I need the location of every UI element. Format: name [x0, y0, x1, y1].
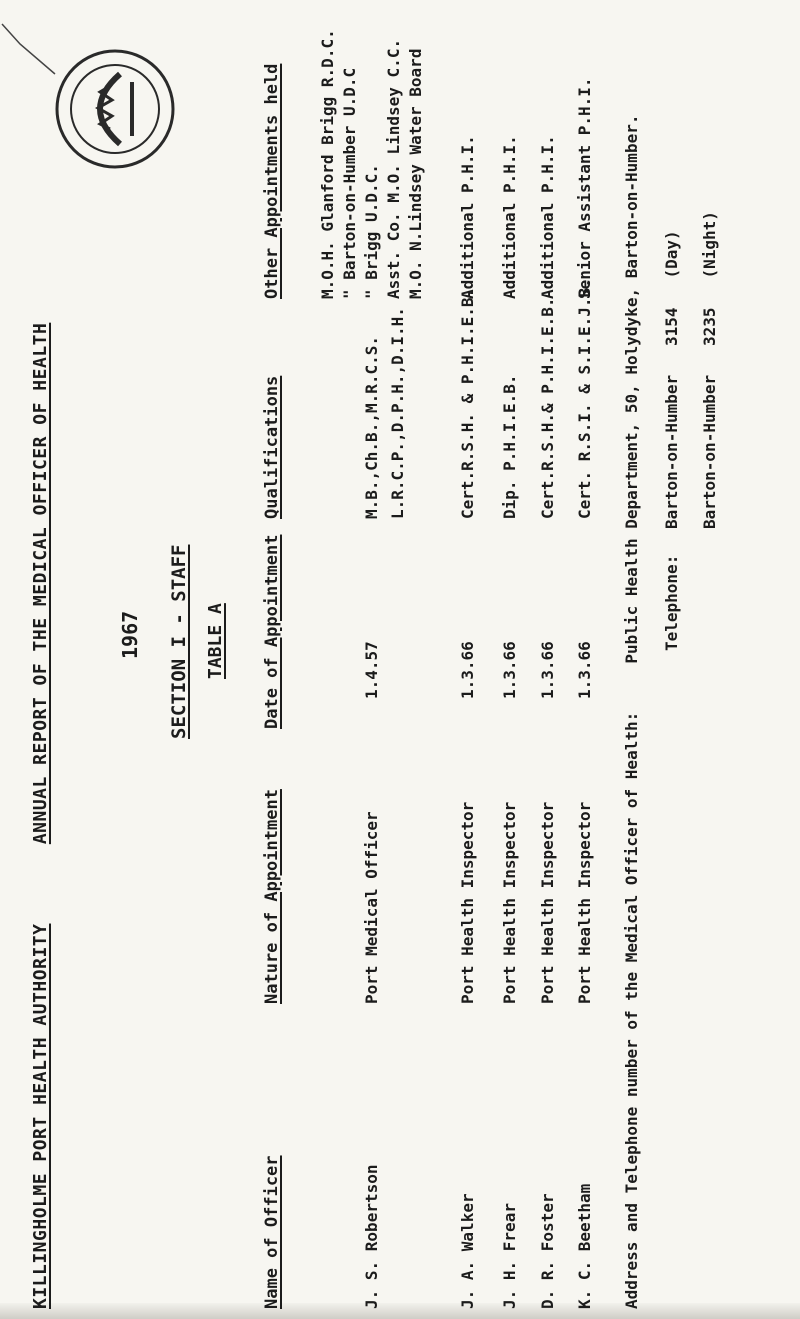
telephone-day-note: (Day) [662, 230, 681, 279]
qualification-line: L.R.C.P.,D.P.H.,D.I.H. [388, 307, 407, 519]
appointment-nature: Port Medical Officer [362, 811, 381, 1004]
other-appointment-line: Additional P.H.I. [458, 135, 477, 299]
authority-title: KILLINGHOLME PORT HEALTH AUTHORITY [30, 923, 51, 1309]
library-stamp-icon [50, 44, 180, 174]
appointment-date: 1.3.66 [458, 641, 477, 699]
telephone-label: Telephone: [662, 554, 681, 651]
appointment-nature: Port Health Inspector [458, 801, 477, 1004]
scan-edge-shadow [0, 1303, 800, 1319]
telephone-night-line [700, 211, 719, 529]
column-header-qualifications: Qualifications [262, 375, 282, 519]
pencil-mark-icon [0, 19, 60, 79]
telephone-night-number: 3235 [700, 307, 719, 346]
appointment-nature: Port Health Inspector [575, 801, 594, 1004]
appointment-date: 1.3.66 [575, 641, 594, 699]
address-text: Public Health Department, 50, Holydyke, Barton-on-Humber. [622, 114, 641, 664]
section-title: SECTION I - STAFF [168, 544, 190, 739]
officer-name: J. S. Robertson [362, 1164, 381, 1309]
qualification-line: Cert.R.S.H.& P.H.I.E.B. [538, 297, 557, 519]
address-line [622, 115, 641, 1309]
other-appointment-line: Asst. Co. M.O. Lindsey C.C. [384, 38, 403, 299]
appointment-date: 1.4.57 [362, 641, 381, 699]
other-appointment-line: Additional P.H.I. [538, 135, 557, 299]
column-header-nature: Nature of Appointment [262, 789, 282, 1004]
appointment-nature: Port Health Inspector [500, 801, 519, 1004]
column-header-other: Other Appointments held [262, 63, 282, 299]
report-year: 1967 [118, 610, 142, 659]
other-appointment-line: Senior Assistant P.H.I. [575, 77, 594, 299]
officer-name: J. H. Frear [500, 1203, 519, 1309]
other-appointment-line: M.O.H. Glanford Brigg R.D.C. [318, 29, 337, 299]
qualification-line: M.B.,Ch.B.,M.R.C.S. [362, 335, 381, 519]
appointment-date: 1.3.66 [538, 641, 557, 699]
other-appointment-line: Additional P.H.I. [500, 135, 519, 299]
officer-name: K. C. Beetham [575, 1183, 594, 1309]
address-label: Address and Telephone number of the Medical Officer of Health: [622, 711, 641, 1309]
other-appointment-line: " Brigg U.D.C. [362, 164, 381, 299]
document-header [30, 323, 51, 1309]
other-appointment-line: " Barton-on-Humber U.D.C [340, 67, 359, 299]
qualification-line: Dip. P.H.I.E.B. [500, 374, 519, 519]
column-header-name: Name of Officer [262, 1155, 282, 1309]
report-title: ANNUAL REPORT OF THE MEDICAL OFFICER OF HEALTH [30, 322, 51, 845]
telephone-day-number: 3154 [662, 307, 681, 346]
table-label: TABLE A [205, 603, 226, 679]
telephone-day-place: Barton-on-Humber [662, 374, 681, 529]
telephone-day-line [662, 230, 681, 529]
officer-name: D. R. Foster [538, 1193, 557, 1309]
column-header-date: Date of Appointment [262, 534, 282, 729]
telephone-night-note: (Night) [700, 211, 719, 279]
qualification-line: Cert.R.S.H. & P.H.I.E.B. [458, 287, 477, 519]
appointment-date: 1.3.66 [500, 641, 519, 699]
qualification-line: Cert. R.S.I. & S.I.E.J.B. [575, 278, 594, 519]
officer-name: J. A. Walker [458, 1193, 477, 1309]
appointment-nature: Port Health Inspector [538, 801, 557, 1004]
telephone-night-place: Barton-on-Humber [700, 374, 719, 529]
other-appointment-line: M.O. N.Lindsey Water Board [406, 48, 425, 299]
